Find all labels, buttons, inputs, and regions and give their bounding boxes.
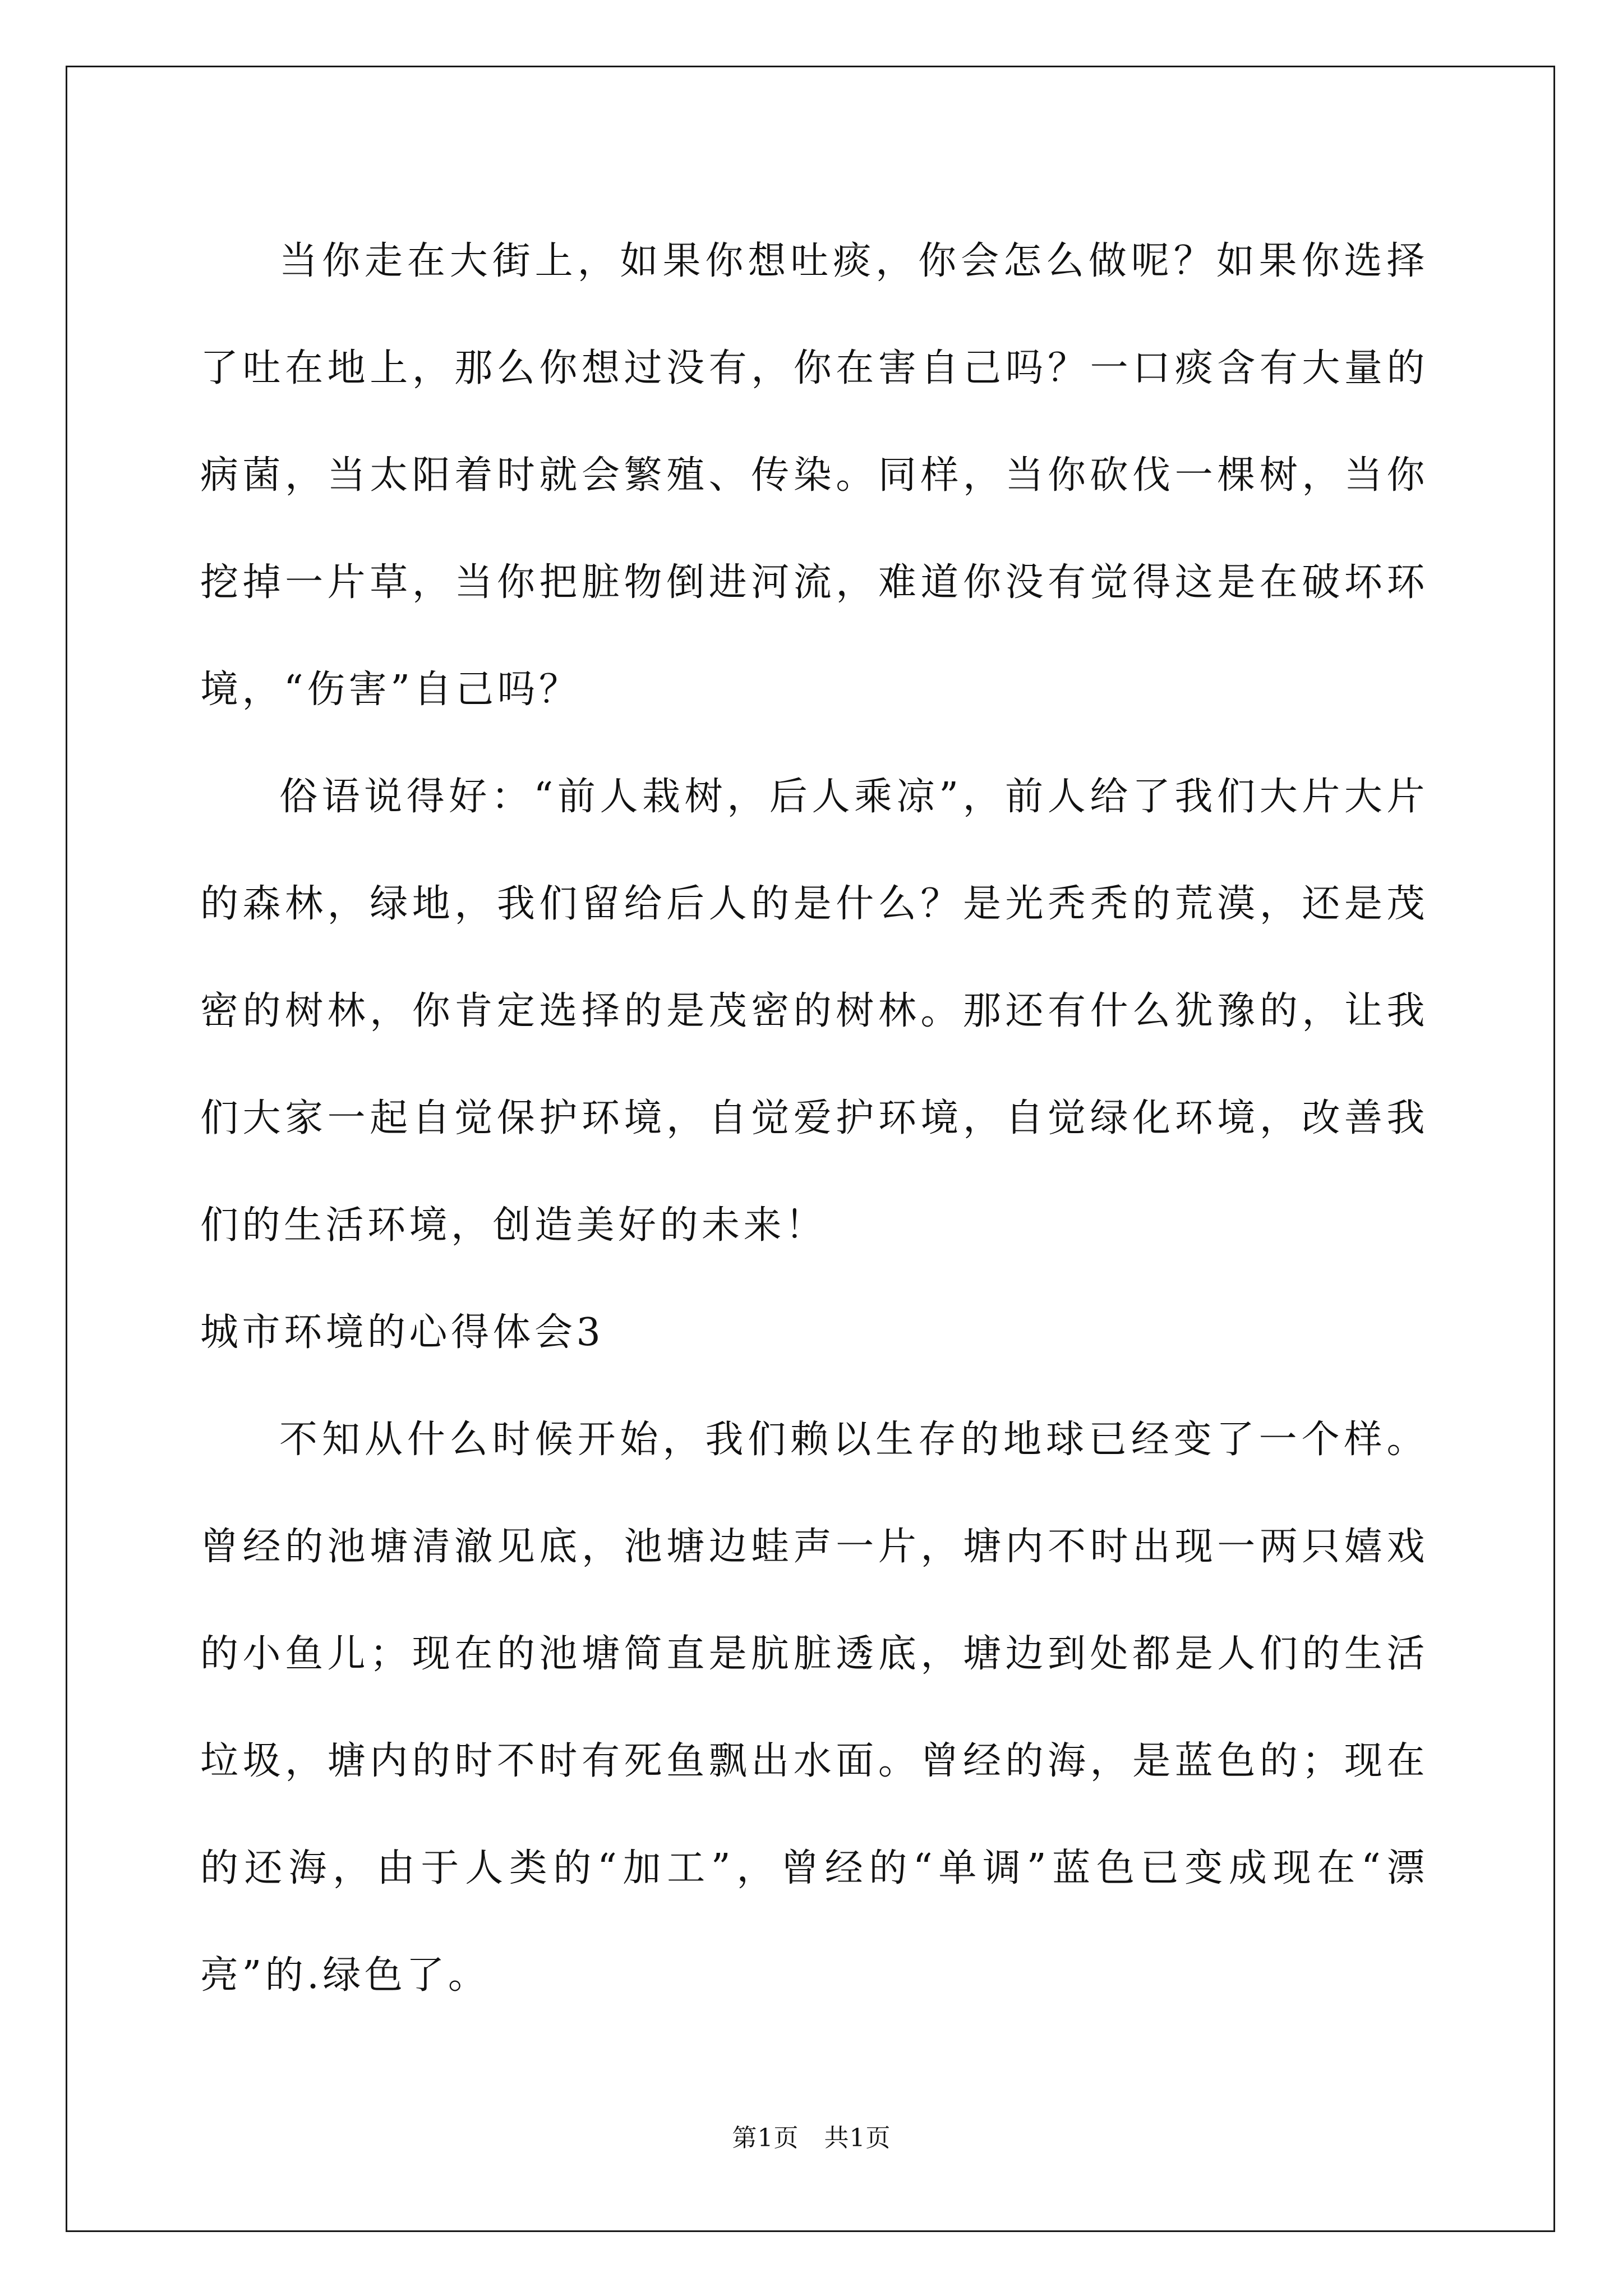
page-footer: 第1页 共1页 (732, 2124, 891, 2152)
paragraph-spitting: 当你走在大街上，如果你想吐痰，你会怎么做呢？如果你选择了吐在地上，那么你想过没有，你在害自己吗？一口痰含有大量的病菌，当太阳着时就会繁殖、传染。同样，当你砍伐一棵树，当你挖掉一片草，当你把脏物倒进河流，难道你没有觉得这是在破坏环境，“伤害”自己吗？ (200, 239, 1428, 712)
section-heading: 城市环境的心得体会3 (200, 1310, 605, 1355)
paragraph-proverb: 俗语说得好：“前人栽树，后人乘凉”，前人给了我们大片大片的森林，绿地，我们留给后人的是什么？是光秃秃的荒漠，还是茂密的树林，你肯定选择的是茂密的树林。那还有什么犹豫的，让我们大家一起自觉保护环境，自觉爱护环境，自觉绿化环境，改善我们的生活环境，创造美好的未来！ (200, 775, 1428, 1248)
document-body (200, 208, 1428, 2029)
paragraph-pond: 不知从什么时候开始，我们赖以生存的地球已经变了一个样。曾经的池塘清澈见底，池塘边蛙声一片，塘内不时出现一两只嬉戏的小鱼儿；现在的池塘简直是肮脏透底，塘边到处都是人们的生活垃圾，塘内的时不时有死鱼飘出水面。曾经的海，是蓝色的；现在的还海，由于人类的“加工”，曾经的“单调”蓝色已变成现在“漂亮”的.绿色了。 (200, 1418, 1428, 1998)
